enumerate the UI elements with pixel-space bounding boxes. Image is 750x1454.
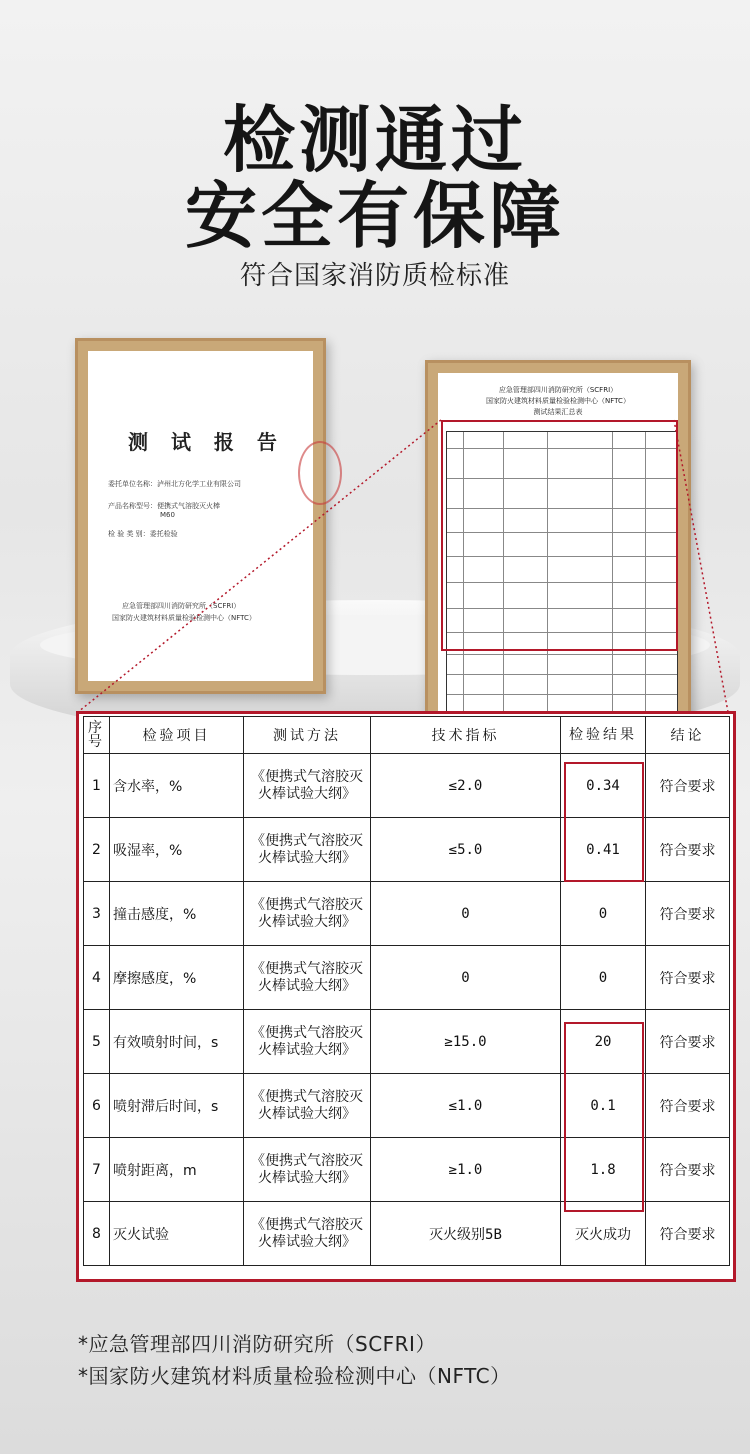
row-conclusion: 符合要求: [646, 754, 730, 818]
model-line: M60: [160, 511, 175, 519]
row-result: 1.8: [561, 1138, 646, 1202]
row-method: 《便携式气溶胶灭火棒试验大纲》: [244, 1138, 371, 1202]
row-method: 《便携式气溶胶灭火棒试验大纲》: [244, 754, 371, 818]
row-method: 《便携式气溶胶灭火棒试验大纲》: [244, 882, 371, 946]
row-spec: 灭火级别5B: [371, 1202, 561, 1266]
row-result: 0.34: [561, 754, 646, 818]
row-conclusion: 符合要求: [646, 1010, 730, 1074]
row-item: 喷射距离，m: [110, 1138, 244, 1202]
row-method: 《便携式气溶胶灭火棒试验大纲》: [244, 1202, 371, 1266]
row-result: 20: [561, 1010, 646, 1074]
result-highlight-2: [564, 1022, 644, 1212]
subtitle: 符合国家消防质检标准: [239, 261, 510, 291]
header-method: 测试方法: [244, 717, 371, 754]
row-conclusion: 符合要求: [646, 1074, 730, 1138]
report-title: 测 试 报 告: [128, 430, 285, 454]
row-spec: 0: [371, 946, 561, 1010]
row-result: 0.1: [561, 1074, 646, 1138]
table-row: [84, 946, 730, 1010]
header-spec: 技术指标: [371, 717, 561, 754]
row-conclusion: 符合要求: [646, 882, 730, 946]
row-seq: 8: [84, 1202, 110, 1266]
table-header-row: [84, 717, 730, 754]
table-row: [84, 882, 730, 946]
row-method: 《便携式气溶胶灭火棒试验大纲》: [244, 1010, 371, 1074]
row-seq: 4: [84, 946, 110, 1010]
row-method: 《便携式气溶胶灭火棒试验大纲》: [244, 946, 371, 1010]
issuer-line1: 应急管理部四川消防研究所（SCFRI）: [122, 602, 241, 610]
row-conclusion: 符合要求: [646, 1138, 730, 1202]
header-result: 检验结果: [561, 717, 646, 754]
row-item: 撞击感度，%: [110, 882, 244, 946]
row-seq: 1: [84, 754, 110, 818]
summary-title: 测试结果汇总表: [533, 408, 583, 416]
summary-org2: 国家防火建筑材料质量检验检测中心（NFTC）: [486, 397, 630, 405]
footnote-1: *应急管理部四川消防研究所（SCFRI）: [78, 1332, 436, 1356]
row-spec: ≤2.0: [371, 754, 561, 818]
header-item: 检验项目: [110, 717, 244, 754]
row-spec: ≤1.0: [371, 1074, 561, 1138]
headline-line1: 检测通过: [222, 98, 527, 182]
row-item: 吸湿率，%: [110, 818, 244, 882]
row-seq: 3: [84, 882, 110, 946]
row-spec: ≥15.0: [371, 1010, 561, 1074]
row-item: 灭火试验: [110, 1202, 244, 1266]
result-highlight-1: [564, 762, 644, 882]
zoomed-results-table: [76, 711, 736, 1282]
row-seq: 6: [84, 1074, 110, 1138]
row-method: 《便携式气溶胶灭火棒试验大纲》: [244, 1074, 371, 1138]
header-seq: 序号: [84, 717, 110, 754]
row-result: 0: [561, 882, 646, 946]
summary-org1: 应急管理部四川消防研究所（SCFRI）: [498, 386, 618, 394]
row-method: 《便携式气溶胶灭火棒试验大纲》: [244, 818, 371, 882]
footnote-2: *国家防火建筑材料质量检验检测中心（NFTC）: [78, 1364, 511, 1388]
row-seq: 5: [84, 1010, 110, 1074]
row-seq: 7: [84, 1138, 110, 1202]
row-seq: 2: [84, 818, 110, 882]
client-line: 委托单位名称：泸州北方化学工业有限公司: [108, 480, 241, 488]
row-item: 含水率，%: [110, 754, 244, 818]
row-conclusion: 符合要求: [646, 946, 730, 1010]
row-conclusion: 符合要求: [646, 818, 730, 882]
row-spec: ≥1.0: [371, 1138, 561, 1202]
row-result: 灭火成功: [561, 1202, 646, 1266]
row-conclusion: 符合要求: [646, 1202, 730, 1266]
row-item: 有效喷射时间，s: [110, 1010, 244, 1074]
header-conclusion: 结论: [646, 717, 730, 754]
type-line: 检 验 类 别：委托检验: [108, 530, 178, 538]
product-line: 产品名称型号：便携式气溶胶灭火棒: [108, 502, 220, 510]
row-result: 0: [561, 946, 646, 1010]
issuer-line2: 国家防火建筑材料质量检验检测中心（NFTC）: [112, 614, 256, 622]
row-spec: ≤5.0: [371, 818, 561, 882]
row-result: 0.41: [561, 818, 646, 882]
row-item: 喷射滞后时间，s: [110, 1074, 244, 1138]
row-spec: 0: [371, 882, 561, 946]
row-item: 摩擦感度，%: [110, 946, 244, 1010]
headline-line2: 安全有保障: [184, 174, 565, 258]
